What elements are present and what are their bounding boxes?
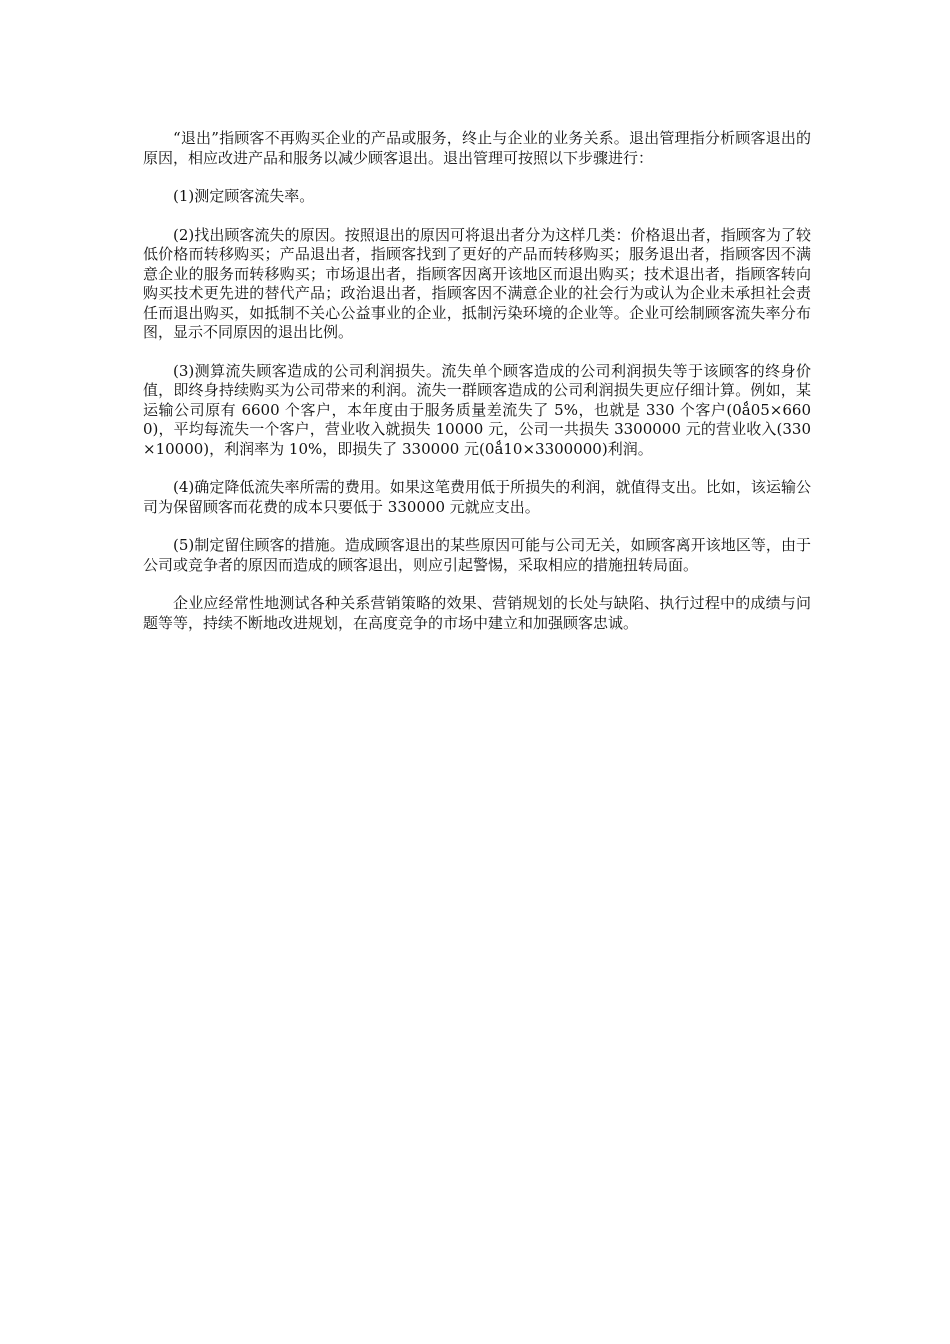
paragraph-step-1: (1)测定顾客流失率。 (173, 187, 315, 205)
paragraph-step-3: (3)测算流失顾客造成的公司利润损失。流失单个顾客造成的公司利润损失等于该顾客的终身价值，即终身持续购买为公司带来的利润。流失一群顾客造成的公司利润损失更应仔细计算。例如，某运输公司原有 6600 个客户，本年度由于服务质量差流失了 5%，也就是 330 个客户(0ǻ05×6600)，平均每流失一个客户，营业收入就损失 10000 元，公司一共损失 3300000 元的营业收入(330×10000)，利润率为 10%，即损失了 330000 元(0ǻ10×3300000)利润。 (143, 361, 811, 458)
paragraph-conclusion: 企业应经常性地测试各种关系营销策略的效果、营销规划的长处与缺陷、执行过程中的成绩与问题等等，持续不断地改进规划，在高度竞争的市场中建立和加强顾客忠诚。 (143, 594, 811, 632)
paragraph-exit-definition: “退出”指顾客不再购买企业的产品或服务，终止与企业的业务关系。退出管理指分析顾客退出的原因，相应改进产品和服务以减少顾客退出。退出管理可按照以下步骤进行： (143, 129, 811, 167)
document-body (143, 129, 811, 652)
paragraph-step-4: (4)确定降低流失率所需的费用。如果这笔费用低于所损失的利润，就值得支出。比如，该运输公司为保留顾客而花费的成本只要低于 330000 元就应支出。 (143, 478, 811, 516)
paragraph-step-2: (2)找出顾客流失的原因。按照退出的原因可将退出者分为这样几类：价格退出者，指顾客为了较低价格而转移购买；产品退出者，指顾客找到了更好的产品而转移购买；服务退出者，指顾客因不满意企业的服务而转移购买；市场退出者，指顾客因离开该地区而退出购买；技术退出者，指顾客转向购买技术更先进的替代产品；政治退出者，指顾客因不满意企业的社会行为或认为企业未承担社会责任而退出购买，如抵制不关心公益事业的企业，抵制污染环境的企业等。企业可绘制顾客流失率分布图，显示不同原因的退出比例。 (143, 225, 811, 341)
paragraph-step-5: (5)制定留住顾客的措施。造成顾客退出的某些原因可能与公司无关，如顾客离开该地区等，由于公司或竞争者的原因而造成的顾客退出，则应引起警惕，采取相应的措施扭转局面。 (143, 536, 811, 574)
